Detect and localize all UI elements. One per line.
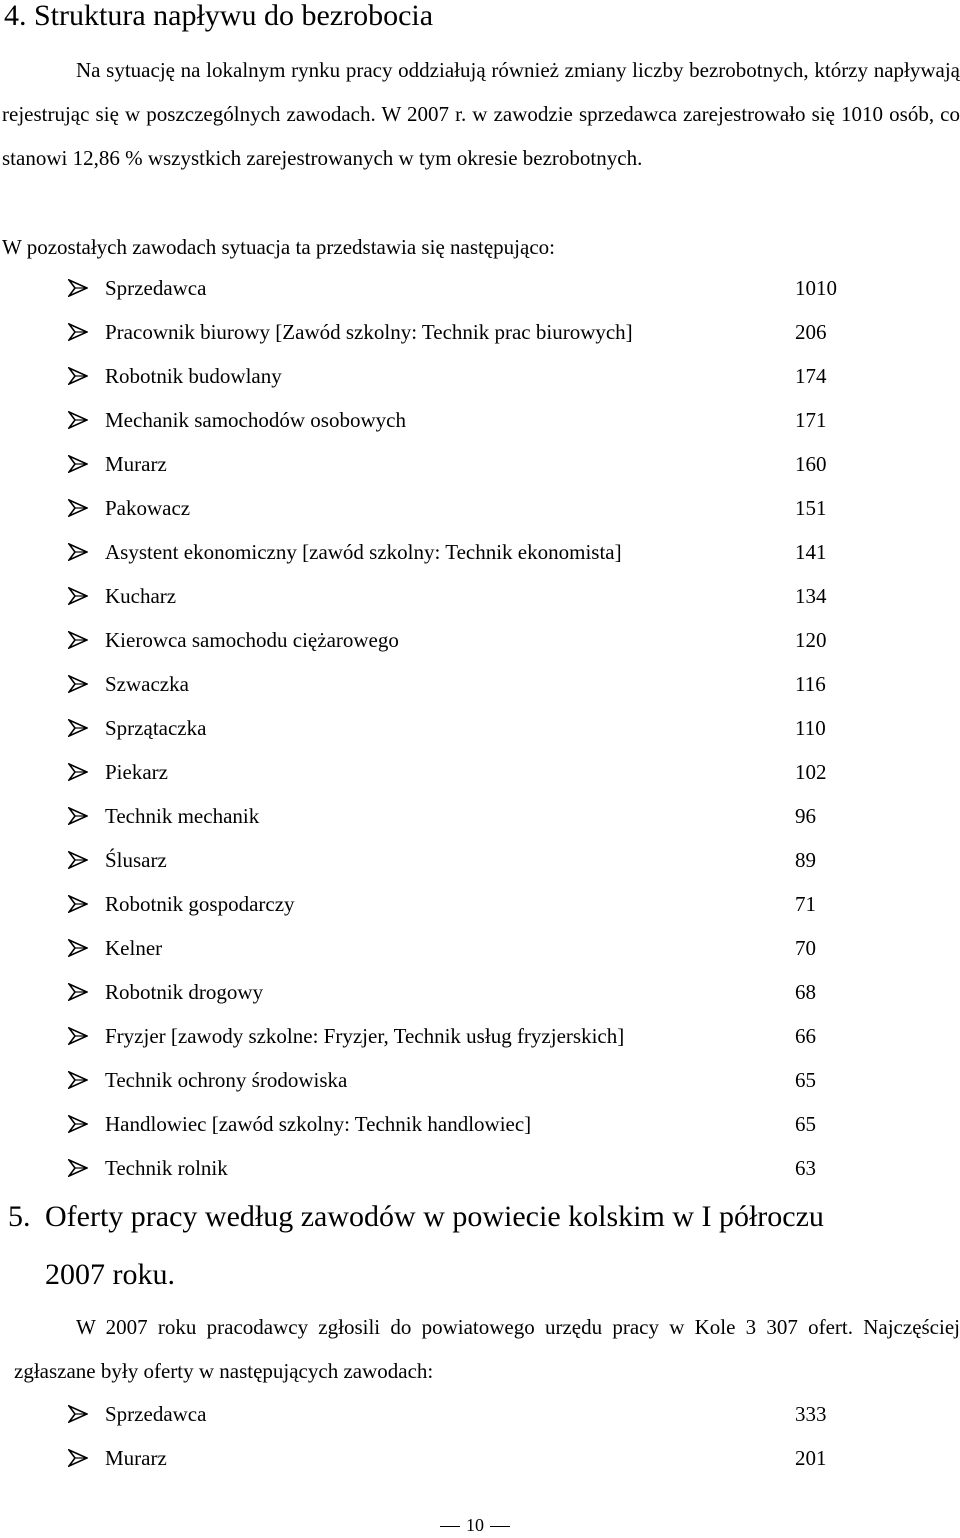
list-item-value: 120	[795, 628, 827, 652]
list-item-label: Pracownik biurowy [Zawód szkolny: Technik prac biurowych]	[105, 320, 633, 344]
list-item	[0, 662, 960, 706]
list-item-value: 70	[795, 936, 816, 960]
list-item-value: 96	[795, 804, 816, 828]
arrowhead-bullet-icon	[68, 719, 88, 737]
list-item-label: Kierowca samochodu ciężarowego	[105, 628, 399, 652]
list-item-label: Robotnik drogowy	[105, 980, 264, 1004]
list-item-label: Robotnik gospodarczy	[105, 892, 295, 916]
list-item-value: 174	[795, 364, 827, 388]
arrowhead-bullet-icon	[68, 587, 88, 605]
list-item-value: 171	[795, 408, 827, 432]
list-item-label: Kucharz	[105, 584, 177, 608]
list-item-label: Ślusarz	[105, 848, 167, 872]
section-4-paragraph: Na sytuację na lokalnym rynku pracy oddziałują również zmiany liczby bezrobotnych, którzy napływają rejestrując się w poszczególnych zawodach. W 2007 r. w zawodzie sprzedawca zarejestrowało się 1010 osób, co stanowi 12,86 % wszystkich zarejestrowanych w tym okresie bezrobotnych.	[2, 58, 960, 170]
list-item-label: Technik ochrony środowiska	[105, 1068, 348, 1092]
list-item-label: Technik rolnik	[105, 1156, 228, 1180]
section-4-intro: W pozostałych zawodach sytuacja ta przedstawia się następująco:	[2, 235, 555, 259]
list-item	[0, 574, 960, 618]
list-item	[0, 1146, 960, 1190]
page-number: 10	[466, 1515, 484, 1535]
list-item-value: 65	[795, 1068, 816, 1092]
list-item-label: Sprzedawca	[105, 1402, 207, 1426]
list-item	[0, 838, 960, 882]
list-item-label: Asystent ekonomiczny [zawód szkolny: Technik ekonomista]	[105, 540, 622, 564]
list-item-value: 206	[795, 320, 827, 344]
list-item-label: Sprzedawca	[105, 276, 207, 300]
arrowhead-bullet-icon	[68, 455, 88, 473]
list-item-label: Szwaczka	[105, 672, 189, 696]
list-item-label: Sprzątaczka	[105, 716, 207, 740]
arrowhead-bullet-icon	[68, 279, 88, 297]
arrowhead-bullet-icon	[68, 411, 88, 429]
arrowhead-bullet-icon	[68, 851, 88, 869]
list-item-value: 141	[795, 540, 827, 564]
list-item-value: 151	[795, 496, 827, 520]
list-item-value: 333	[795, 1402, 827, 1426]
arrowhead-bullet-icon	[68, 1405, 88, 1423]
list-item-value: 63	[795, 1156, 816, 1180]
list-item	[0, 486, 960, 530]
list-item-label: Fryzjer [zawody szkolne: Fryzjer, Technik usług fryzjerskich]	[105, 1024, 625, 1048]
list-item-value: 160	[795, 452, 827, 476]
list-item	[0, 1436, 960, 1480]
section-5-number: 5.	[8, 1200, 31, 1233]
list-item-value: 89	[795, 848, 816, 872]
list-item	[0, 266, 960, 310]
list-item-value: 65	[795, 1112, 816, 1136]
list-item-label: Piekarz	[105, 760, 168, 784]
arrowhead-bullet-icon	[68, 763, 88, 781]
list-item	[0, 706, 960, 750]
list-item-label: Kelner	[105, 936, 163, 960]
list-item-label: Handlowiec [zawód szkolny: Technik handlowiec]	[105, 1112, 532, 1136]
arrowhead-bullet-icon	[68, 1159, 88, 1177]
inflow-occupation-list	[0, 266, 960, 1190]
list-item-label: Murarz	[105, 452, 167, 476]
list-item	[0, 1392, 960, 1436]
section-5-paragraph: W 2007 roku pracodawcy zgłosili do powiatowego urzędu pracy w Kole 3 307 ofert. Najczęściej zgłaszane były oferty w następujących zawodach:	[14, 1315, 960, 1383]
list-item-label: Robotnik budowlany	[105, 364, 282, 388]
section-4-heading: 4. Struktura napływu do bezrobocia	[4, 0, 434, 32]
list-item	[0, 1058, 960, 1102]
list-item	[0, 530, 960, 574]
arrowhead-bullet-icon	[68, 983, 88, 1001]
list-item	[0, 398, 960, 442]
arrowhead-bullet-icon	[68, 499, 88, 517]
list-item-value: 201	[795, 1446, 827, 1470]
footer-dash-right	[490, 1526, 510, 1527]
list-item	[0, 794, 960, 838]
list-item-value: 110	[795, 716, 826, 740]
arrowhead-bullet-icon	[68, 631, 88, 649]
list-item-value: 66	[795, 1024, 816, 1048]
list-item-value: 102	[795, 760, 827, 784]
page-footer	[0, 1512, 960, 1538]
footer-dash-left	[440, 1526, 460, 1527]
arrowhead-bullet-icon	[68, 1027, 88, 1045]
arrowhead-bullet-icon	[68, 543, 88, 561]
list-item	[0, 1014, 960, 1058]
list-item-label: Murarz	[105, 1446, 167, 1470]
list-item-label: Mechanik samochodów osobowych	[105, 408, 406, 432]
list-item	[0, 1102, 960, 1146]
arrowhead-bullet-icon	[68, 367, 88, 385]
list-item	[0, 442, 960, 486]
list-item-value: 71	[795, 892, 816, 916]
list-item-value: 68	[795, 980, 816, 1004]
list-item-value: 1010	[795, 276, 837, 300]
arrowhead-bullet-icon	[68, 939, 88, 957]
section-5-heading-line-1: Oferty pracy według zawodów w powiecie kolskim w I półroczu	[45, 1200, 824, 1233]
arrowhead-bullet-icon	[68, 675, 88, 693]
list-item	[0, 882, 960, 926]
list-item	[0, 354, 960, 398]
list-item-label: Technik mechanik	[105, 804, 260, 828]
list-item	[0, 618, 960, 662]
arrowhead-bullet-icon	[68, 1071, 88, 1089]
list-item	[0, 750, 960, 794]
list-item	[0, 926, 960, 970]
list-item	[0, 310, 960, 354]
section-5-heading-line-2: 2007 roku.	[45, 1258, 175, 1291]
list-item-label: Pakowacz	[105, 496, 191, 520]
arrowhead-bullet-icon	[68, 323, 88, 341]
arrowhead-bullet-icon	[68, 1115, 88, 1133]
job-offers-list	[0, 1392, 960, 1480]
arrowhead-bullet-icon	[68, 895, 88, 913]
list-item-value: 116	[795, 672, 826, 696]
list-item	[0, 970, 960, 1014]
list-item-value: 134	[795, 584, 827, 608]
arrowhead-bullet-icon	[68, 1449, 88, 1467]
arrowhead-bullet-icon	[68, 807, 88, 825]
